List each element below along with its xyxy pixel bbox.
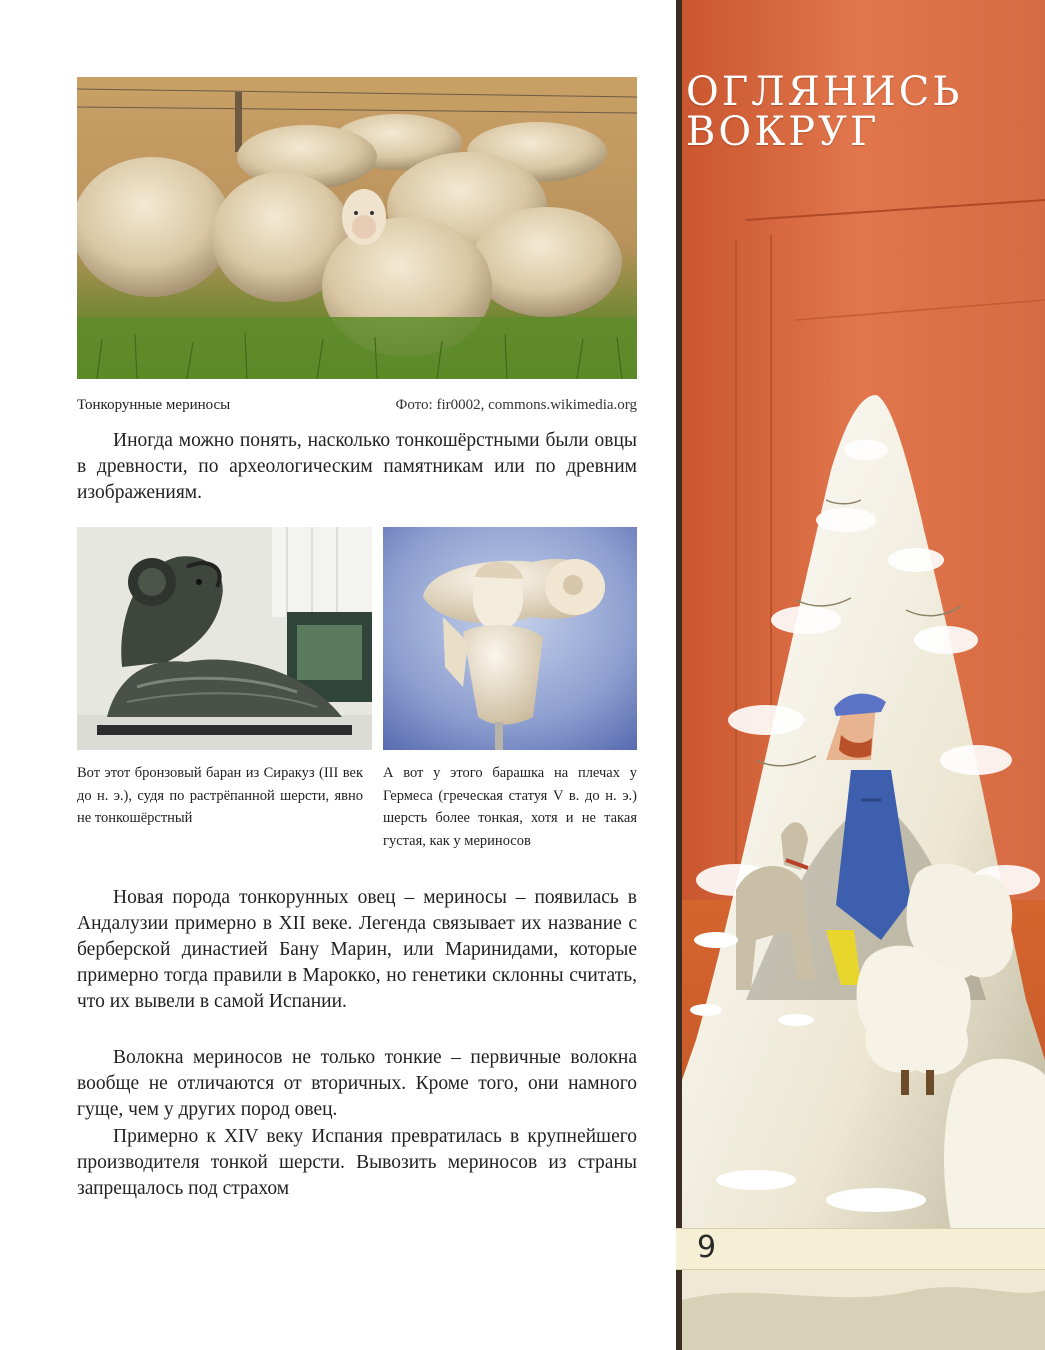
body-paragraph: Примерно к XIV веку Испания превратилась в крупнейшего производителя тонкой шерсти. Вывозить мериносов из страны запрещалось под страхом [77, 1126, 637, 1199]
hermes-statue-caption: А вот у этого барашка на плечах у Гермеса (греческая статуя V в. до н. э.) шерсть более тонкая, хотя и не такая густая, как у мериносов [383, 765, 637, 849]
sidebar-title-line1: ОГЛЯНИСЬ [686, 69, 963, 115]
main-photo-caption: Тонкорунные мериносы [77, 397, 231, 413]
main-photo-credit: Фото: fir0002, commons.wikimedia.org [395, 397, 637, 413]
sidebar-illustration [676, 0, 1045, 1350]
body-paragraph: Волокна мериносов не только тонкие – первичные волокна вообще не отличаются от вторичных. Кроме того, они намного гуще, чем у других пород овец. [77, 1047, 637, 1120]
sidebar-title-line2: ВОКРУГ [686, 109, 880, 155]
merino-sheep-photo [77, 77, 637, 379]
page-number-bar [676, 1228, 1045, 1270]
intro-paragraph: Иногда можно понять, насколько тонкошёрстными были овцы в древности, по археологическим памятникам или по древним изображениям. [77, 430, 637, 503]
bronze-ram-caption: Вот этот бронзовый баран из Сиракуз (III век до н. э.), судя по растрёпанной шерсти, явно не тонкошёрстный [77, 765, 363, 826]
page-number: 9 [697, 1230, 717, 1265]
main-photo-caption-row [77, 397, 637, 414]
body-paragraph: Новая порода тонкорунных овец – мериносы – появилась в Андалузии примерно в XII веке. Легенда связывает их название с берберской династией Бану Марин, или Маринидами, которые примерно тогда правили в Марокко, но генетики склонны считать, что их вывели в самой Испании. [77, 887, 637, 1012]
sidebar-title [686, 69, 963, 155]
bronze-ram-photo [77, 527, 372, 750]
hermes-statue-photo [383, 527, 637, 750]
